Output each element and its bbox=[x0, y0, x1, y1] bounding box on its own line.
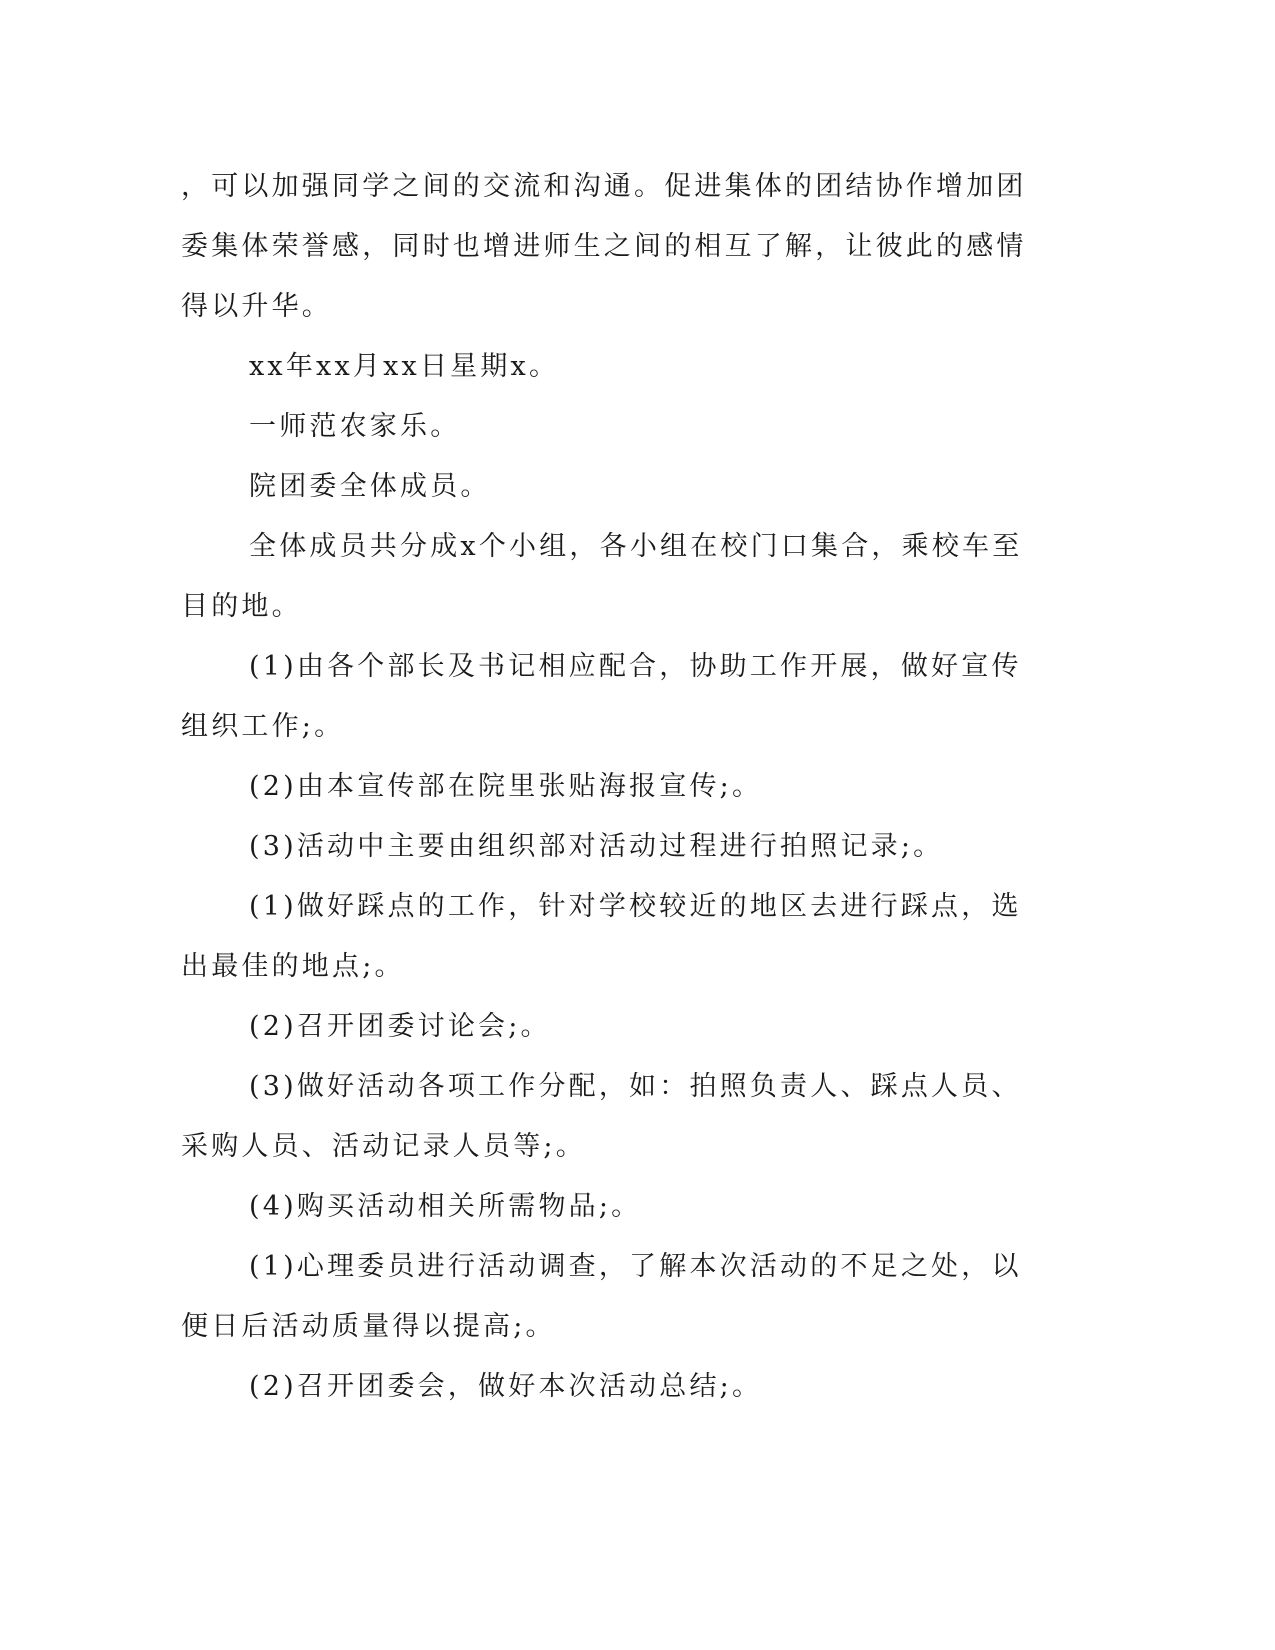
paragraph-item: (1)做好踩点的工作，针对学校较近的地区去进行踩点，选出最佳的地点;。 bbox=[181, 891, 1022, 982]
paragraph-location: 一师范农家乐。 bbox=[249, 411, 461, 442]
paragraph-item: (2)召开团委讨论会;。 bbox=[249, 1011, 551, 1042]
paragraph-item: (3)做好活动各项工作分配，如：拍照负责人、踩点人员、采购人员、活动记录人员等;。 bbox=[181, 1071, 1022, 1162]
paragraph-item: (3)活动中主要由组织部对活动过程进行拍照记录;。 bbox=[249, 831, 944, 862]
document-body bbox=[181, 157, 1031, 1417]
paragraph-intro-continued: ，可以加强同学之间的交流和沟通。促进集体的团结协作增加团委集体荣誉感，同时也增进师生之间的相互了解，让彼此的感情得以升华。 bbox=[181, 171, 1027, 322]
paragraph-item: (2)由本宣传部在院里张贴海报宣传;。 bbox=[249, 771, 763, 802]
paragraph-grouping: 全体成员共分成x个小组，各小组在校门口集合，乘校车至目的地。 bbox=[181, 531, 1023, 622]
paragraph-participants: 院团委全体成员。 bbox=[249, 471, 491, 502]
paragraph-item: (4)购买活动相关所需物品;。 bbox=[249, 1191, 642, 1222]
paragraph-date: xx年xx月xx日星期x。 bbox=[249, 351, 560, 382]
paragraph-item: (1)由各个部长及书记相应配合，协助工作开展，做好宣传组织工作;。 bbox=[181, 651, 1022, 742]
paragraph-item: (1)心理委员进行活动调查，了解本次活动的不足之处，以便日后活动质量得以提高;。 bbox=[181, 1251, 1022, 1342]
paragraph-item: (2)召开团委会，做好本次活动总结;。 bbox=[249, 1371, 763, 1402]
